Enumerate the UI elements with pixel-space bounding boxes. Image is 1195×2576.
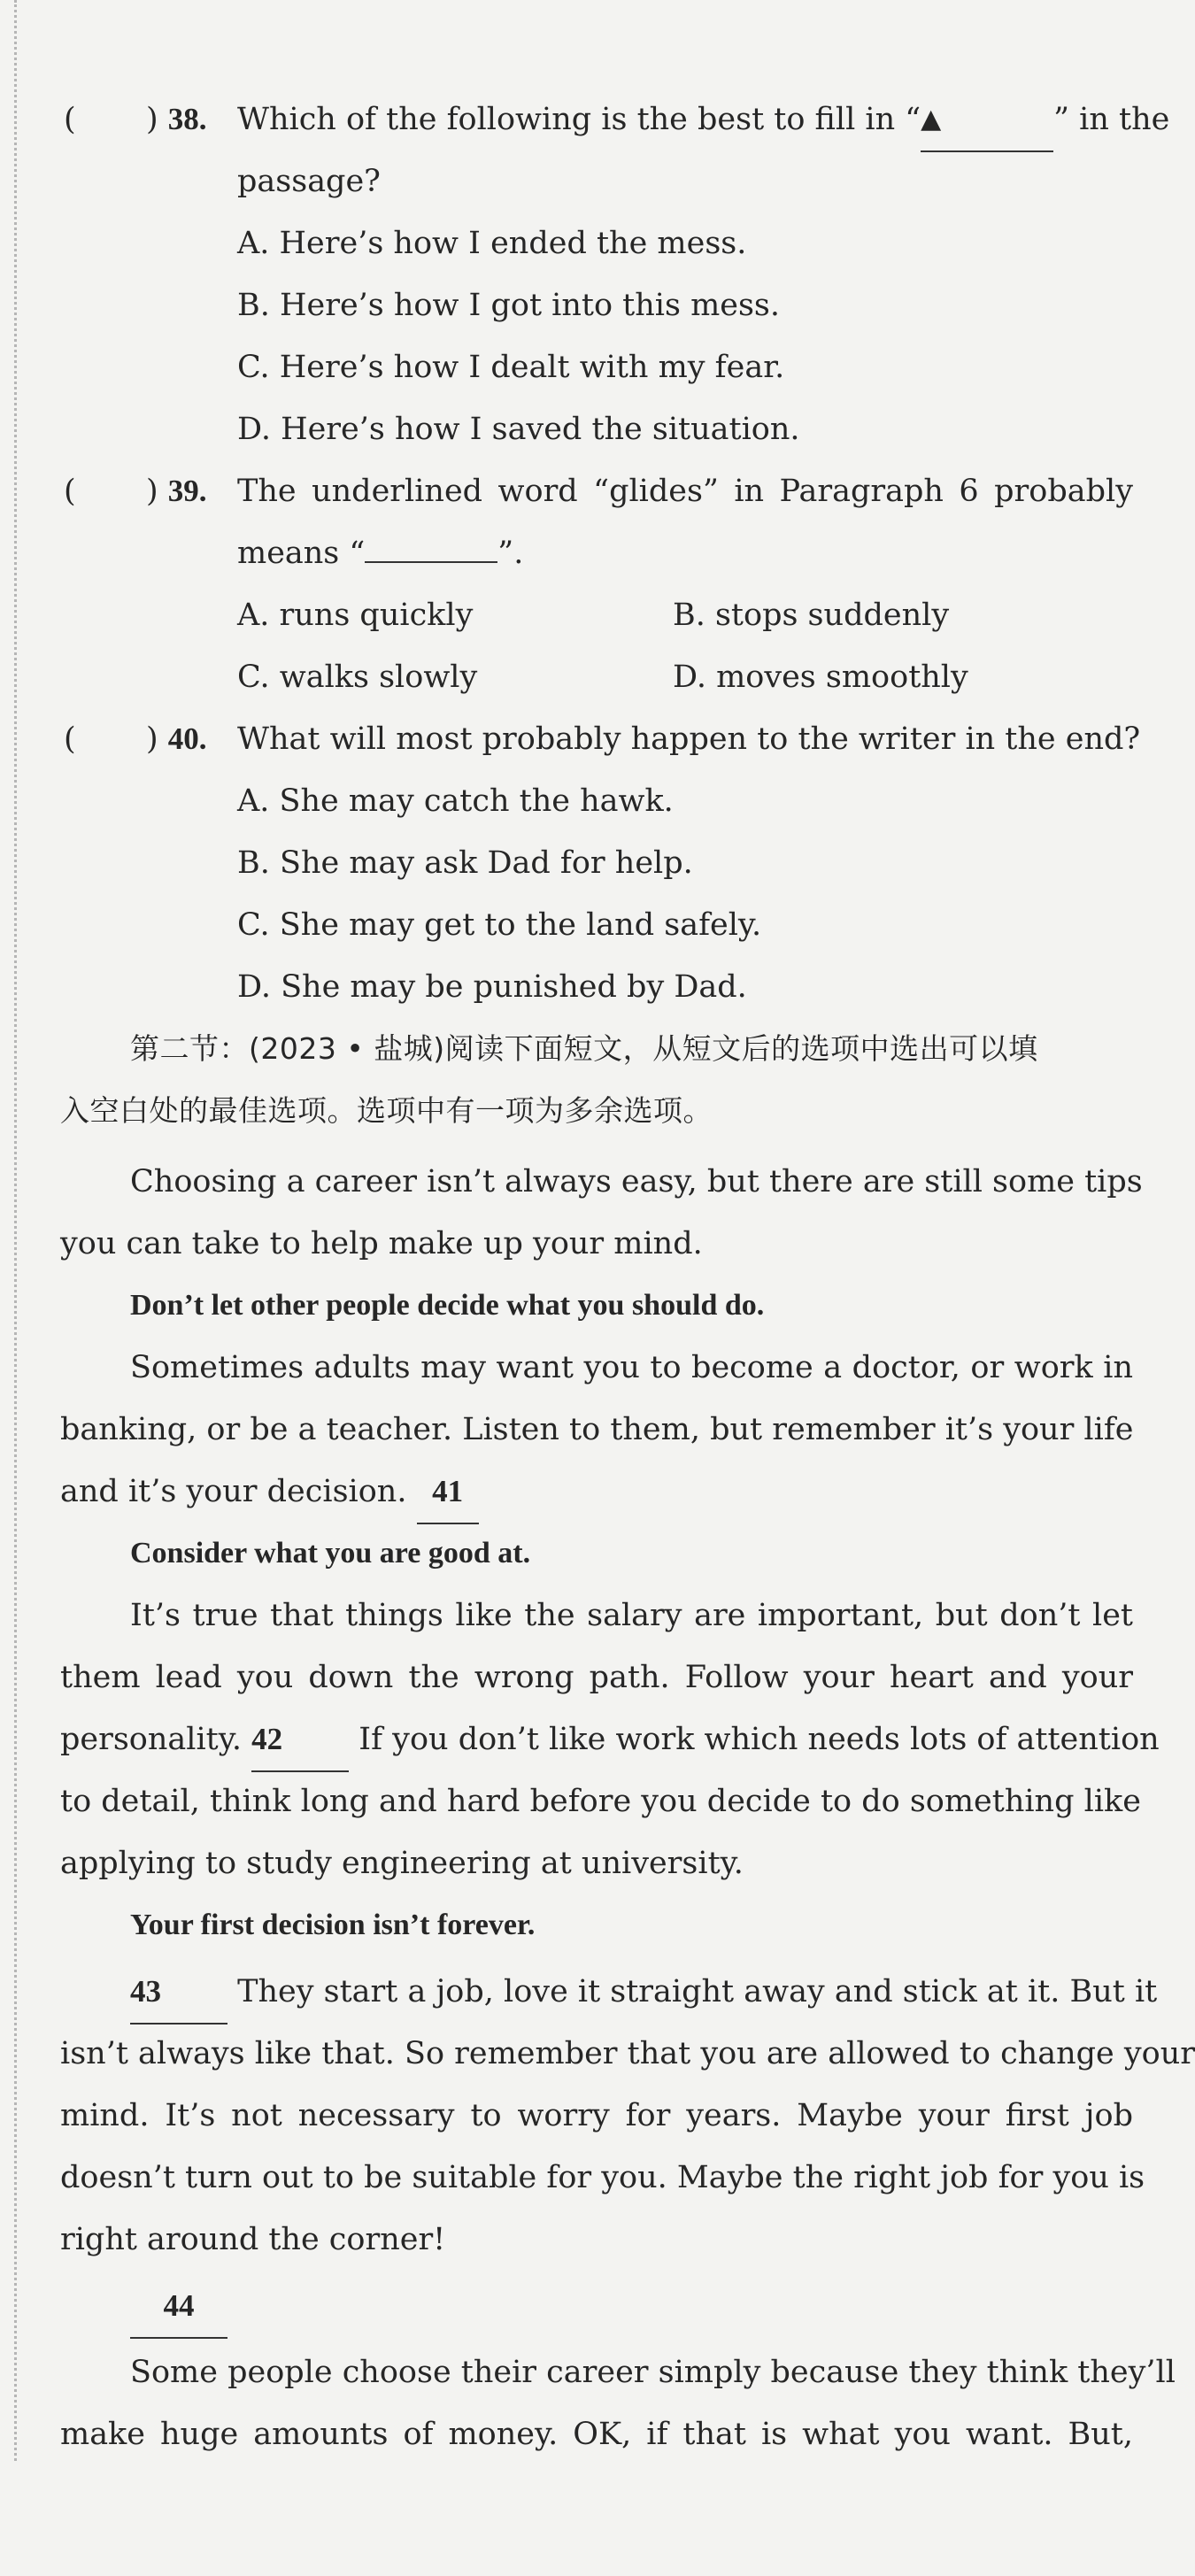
fill-blank bbox=[365, 561, 497, 563]
passage-paragraph-line: doesn’t turn out to be suitable for you. Maybe the right job for you is bbox=[60, 2160, 1145, 2195]
option-d: D. moves smoothly bbox=[673, 659, 968, 695]
option-a: A. Here’s how I ended the mess. bbox=[237, 226, 747, 261]
passage-paragraph: 43 They start a job, love it straight away and stick at it. But it bbox=[130, 1961, 1133, 2023]
passage-paragraph-line: them lead you down the wrong path. Follow your heart and your bbox=[60, 1660, 1133, 1695]
option-b: B. She may ask Dad for help. bbox=[237, 845, 693, 881]
passage-paragraph-line: applying to study engineering at university. bbox=[60, 1846, 744, 1881]
question-stem: What will most probably happen to the writer in the end? bbox=[237, 721, 1141, 757]
answer-bracket-open: ( bbox=[64, 102, 76, 137]
passage-paragraph: Sometimes adults may want you to become a doctor, or work in bbox=[130, 1350, 1133, 1385]
option-d: D. She may be punished by Dad. bbox=[237, 969, 747, 1005]
question-stem: The underlined word “glides” in Paragraph 6 probably bbox=[237, 474, 1133, 509]
option-b: B. stops suddenly bbox=[673, 598, 950, 633]
option-a: A. She may catch the hawk. bbox=[237, 783, 674, 819]
question-number: ) 38. bbox=[146, 102, 207, 137]
option-d: D. Here’s how I saved the situation. bbox=[237, 412, 800, 447]
blank-41: 41 bbox=[417, 1461, 479, 1524]
passage-heading: Don’t let other people decide what you should do. bbox=[130, 1289, 765, 1322]
option-a: A. runs quickly bbox=[237, 598, 474, 633]
answer-bracket-open: ( bbox=[64, 721, 76, 757]
passage-intro-cont: you can take to help make up your mind. bbox=[60, 1226, 703, 1261]
option-c: C. Here’s how I dealt with my fear. bbox=[237, 350, 785, 385]
section-instructions-cont: 入空白处的最佳选项。选项中有一项为多余选项。 bbox=[60, 1093, 713, 1128]
passage-paragraph-line: right around the corner! bbox=[60, 2222, 446, 2257]
blank-44: 44 bbox=[130, 2275, 227, 2339]
passage-heading: Your first decision isn’t forever. bbox=[130, 1909, 536, 1941]
question-number: ) 39. bbox=[146, 474, 207, 509]
passage-paragraph-line: and it’s your decision. 41 bbox=[60, 1461, 1133, 1523]
option-b: B. Here’s how I got into this mess. bbox=[237, 288, 781, 323]
question-stem-cont: means “ ”. bbox=[237, 536, 524, 571]
passage-paragraph-line: make huge amounts of money. OK, if that is what you want. But, bbox=[60, 2417, 1133, 2452]
passage-intro: Choosing a career isn’t always easy, but there are still some tips bbox=[130, 1164, 1143, 1199]
option-c: C. She may get to the land safely. bbox=[237, 907, 762, 943]
passage-paragraph-line: mind. It’s not necessary to worry for years. Maybe your first job bbox=[60, 2098, 1133, 2133]
triangle-blank: ▲ bbox=[921, 89, 1053, 152]
question-number: ) 40. bbox=[146, 721, 207, 757]
passage-paragraph: Some people choose their career simply because they think they’ll bbox=[130, 2355, 1176, 2390]
passage-paragraph-line: banking, or be a teacher. Listen to them, but remember it’s your life bbox=[60, 1412, 1134, 1447]
blank-42: 42 bbox=[251, 1708, 349, 1772]
question-stem: Which of the following is the best to fill in “▲ ” in the bbox=[237, 89, 1133, 154]
answer-bracket-open: ( bbox=[64, 474, 76, 509]
option-c: C. walks slowly bbox=[237, 659, 478, 695]
question-stem-cont: passage? bbox=[237, 164, 381, 199]
passage-paragraph-line: isn’t always like that. So remember that you are allowed to change your bbox=[60, 2036, 1195, 2071]
blank-43: 43 bbox=[130, 1961, 227, 2025]
passage-heading: Consider what you are good at. bbox=[130, 1537, 531, 1570]
passage-paragraph-line: personality. 42 If you don’t like work which needs lots of attention bbox=[60, 1708, 1133, 1770]
passage-paragraph: It’s true that things like the salary are important, but don’t let bbox=[130, 1598, 1133, 1633]
passage-heading-blank bbox=[130, 2275, 1133, 2337]
section-instructions: 第二节：(2023 • 盐城)阅读下面短文，从短文后的选项中选出可以填 bbox=[130, 1031, 1038, 1066]
passage-paragraph-line: to detail, think long and hard before you decide to do something like bbox=[60, 1784, 1141, 1819]
